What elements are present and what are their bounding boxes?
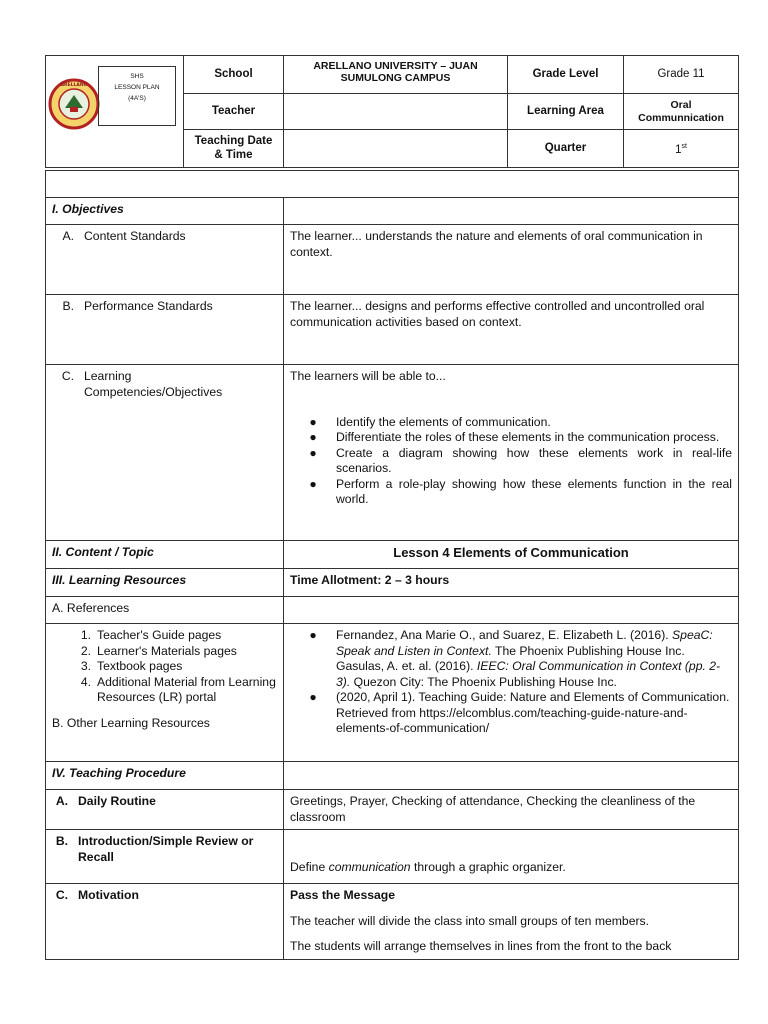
lesson-plan-label-box xyxy=(98,66,176,126)
motivation-paragraph-2: The students will arrange themselves in lines from the front to the back xyxy=(290,939,672,953)
daily-routine-label: Daily Routine xyxy=(78,794,156,808)
list-item: ● Create a diagram showing how these elements work in real-life scenarios. xyxy=(290,446,732,477)
spacer-cell xyxy=(46,171,739,198)
grade-level-value: Grade 11 xyxy=(624,56,739,94)
motivation-label-cell xyxy=(46,884,284,960)
content-topic-value: Lesson 4 Elements of Communication xyxy=(284,541,739,569)
logo-line-lesson-plan: LESSON PLAN xyxy=(114,84,160,91)
list-item xyxy=(290,628,732,690)
quarter-number: 1 xyxy=(675,143,682,156)
content-standards-text: The learner... understands the nature and elements of oral communication in context. xyxy=(284,225,739,295)
list-item: 3. Textbook pages xyxy=(80,659,183,673)
content-standards-label-cell xyxy=(46,225,284,295)
objectives-heading: I. Objectives xyxy=(46,198,284,225)
school-value: ARELLANO UNIVERSITY – JUAN SUMULONG CAMPUS xyxy=(284,56,508,94)
daily-routine-label-cell xyxy=(46,790,284,830)
bullet-icon: ● xyxy=(309,430,317,444)
list-item: ● Identify the elements of communication. xyxy=(290,415,732,431)
motivation-marker: C. xyxy=(55,888,68,902)
spacer-row xyxy=(46,171,739,198)
motivation-title: Pass the Message xyxy=(290,888,396,902)
ref1b-title: IEEC: Oral Communication in Context (pp. 2-3). xyxy=(336,659,721,689)
list-item: ● Perform a role-play showing how these elements function in the real world. xyxy=(290,477,732,508)
ref1-publisher: The Phoenix Publishing House Inc. xyxy=(495,643,685,658)
logo-cell xyxy=(46,56,184,168)
motivation-paragraph-1: The teacher will divide the class into small groups of ten members. xyxy=(290,913,650,928)
competencies-list xyxy=(290,415,732,508)
quarter-suffix: st xyxy=(681,142,687,150)
competencies-label-cell xyxy=(46,365,284,541)
references-list xyxy=(52,628,277,706)
competencies-cell xyxy=(284,365,739,541)
teaching-procedure-empty xyxy=(284,762,739,790)
time-allotment: Time Allotment: 2 – 3 hours xyxy=(284,569,739,597)
ref2-text: (2020, April 1). Teaching Guide: Nature and Elements of Communication. Retrieved from https://elcomblus.com/teaching-guide-nature-and-elements-of-communication/ xyxy=(336,690,730,735)
bullet-icon: ● xyxy=(309,690,317,704)
list-item xyxy=(290,690,732,737)
bullet-icon: ● xyxy=(309,628,317,642)
references-detail-list xyxy=(290,628,732,737)
introduction-marker: B. xyxy=(55,834,68,848)
performance-standards-label-cell xyxy=(46,295,284,365)
bullet-icon: ● xyxy=(309,445,317,460)
logo-line-4as: (4A'S) xyxy=(128,95,146,102)
teacher-value xyxy=(284,94,508,130)
header-table xyxy=(45,55,739,168)
school-label: School xyxy=(184,56,284,94)
competencies-marker: C. xyxy=(61,369,74,383)
performance-standards-marker: B. xyxy=(62,299,74,313)
daily-routine-text: Greetings, Prayer, Checking of attendance, Checking the cleanliness of the classroom xyxy=(284,790,739,830)
introduction-text-pre: Define xyxy=(290,859,326,874)
ref1b-authors: Gasulas, A. et. al. (2016). xyxy=(336,659,474,673)
ref1-authors: Fernandez, Ana Marie O., and Suarez, E. Elizabeth L. (2016). xyxy=(336,628,669,642)
learning-area-value: Oral Communnication xyxy=(624,94,739,130)
ref1-title: SpeaC: Speak and Listen in Context. xyxy=(336,628,713,658)
references-empty xyxy=(284,597,739,624)
introduction-label-cell xyxy=(46,830,284,884)
references-list-cell xyxy=(46,624,284,762)
content-topic-heading: II. Content / Topic xyxy=(46,541,284,569)
list-item: Resources (LR) portal xyxy=(97,690,217,704)
bullet-icon: ● xyxy=(309,476,317,491)
lesson-body-table xyxy=(45,170,739,960)
svg-text:ARELLANO: ARELLANO xyxy=(60,83,88,88)
competencies-label-line1: Learning xyxy=(84,369,132,383)
learning-area-label: Learning Area xyxy=(508,94,624,130)
competencies-label-line2: Competencies/Objectives xyxy=(84,384,223,399)
motivation-cell xyxy=(284,884,739,960)
grade-level-label: Grade Level xyxy=(508,56,624,94)
other-resources-label: B. Other Learning Resources xyxy=(52,715,210,730)
introduction-label: Introduction/Simple Review or Recall xyxy=(78,834,254,864)
ref1b-publisher: Quezon City: The Phoenix Publishing House Inc. xyxy=(353,674,617,689)
teaching-date-label: Teaching Date & Time xyxy=(184,130,284,168)
teaching-date-value xyxy=(284,130,508,168)
content-standards-marker: A. xyxy=(62,229,74,243)
logo-line-shs: SHS xyxy=(130,73,144,80)
list-item: 2. Learner's Materials pages xyxy=(80,643,237,658)
learning-resources-heading: III. Learning Resources xyxy=(46,569,284,597)
references-label: A. References xyxy=(46,597,284,624)
list-item: ● Differentiate the roles of these elements in the communication process. xyxy=(290,430,732,446)
objectives-empty xyxy=(284,198,739,225)
university-seal-icon xyxy=(48,78,100,130)
competencies-intro: The learners will be able to... xyxy=(290,369,446,383)
teaching-procedure-heading: IV. Teaching Procedure xyxy=(46,762,284,790)
content-standards-label: Content Standards xyxy=(84,229,186,243)
bullet-icon: ● xyxy=(309,414,317,429)
introduction-text-post: through a graphic organizer. xyxy=(413,859,566,874)
references-detail-cell xyxy=(284,624,739,762)
introduction-text-em: communication xyxy=(328,859,411,874)
teacher-label: Teacher xyxy=(184,94,284,130)
performance-standards-text: The learner... designs and performs effective controlled and uncontrolled oral communication activities based on context. xyxy=(284,295,739,365)
quarter-label: Quarter xyxy=(508,130,624,168)
daily-routine-marker: A. xyxy=(55,794,68,808)
motivation-label: Motivation xyxy=(78,888,139,902)
list-item: 1. Teacher's Guide pages xyxy=(80,628,222,642)
quarter-value xyxy=(624,130,739,168)
introduction-cell xyxy=(284,830,739,884)
list-item: 4. Additional Material from Learning xyxy=(80,674,276,689)
performance-standards-label: Performance Standards xyxy=(84,299,213,313)
